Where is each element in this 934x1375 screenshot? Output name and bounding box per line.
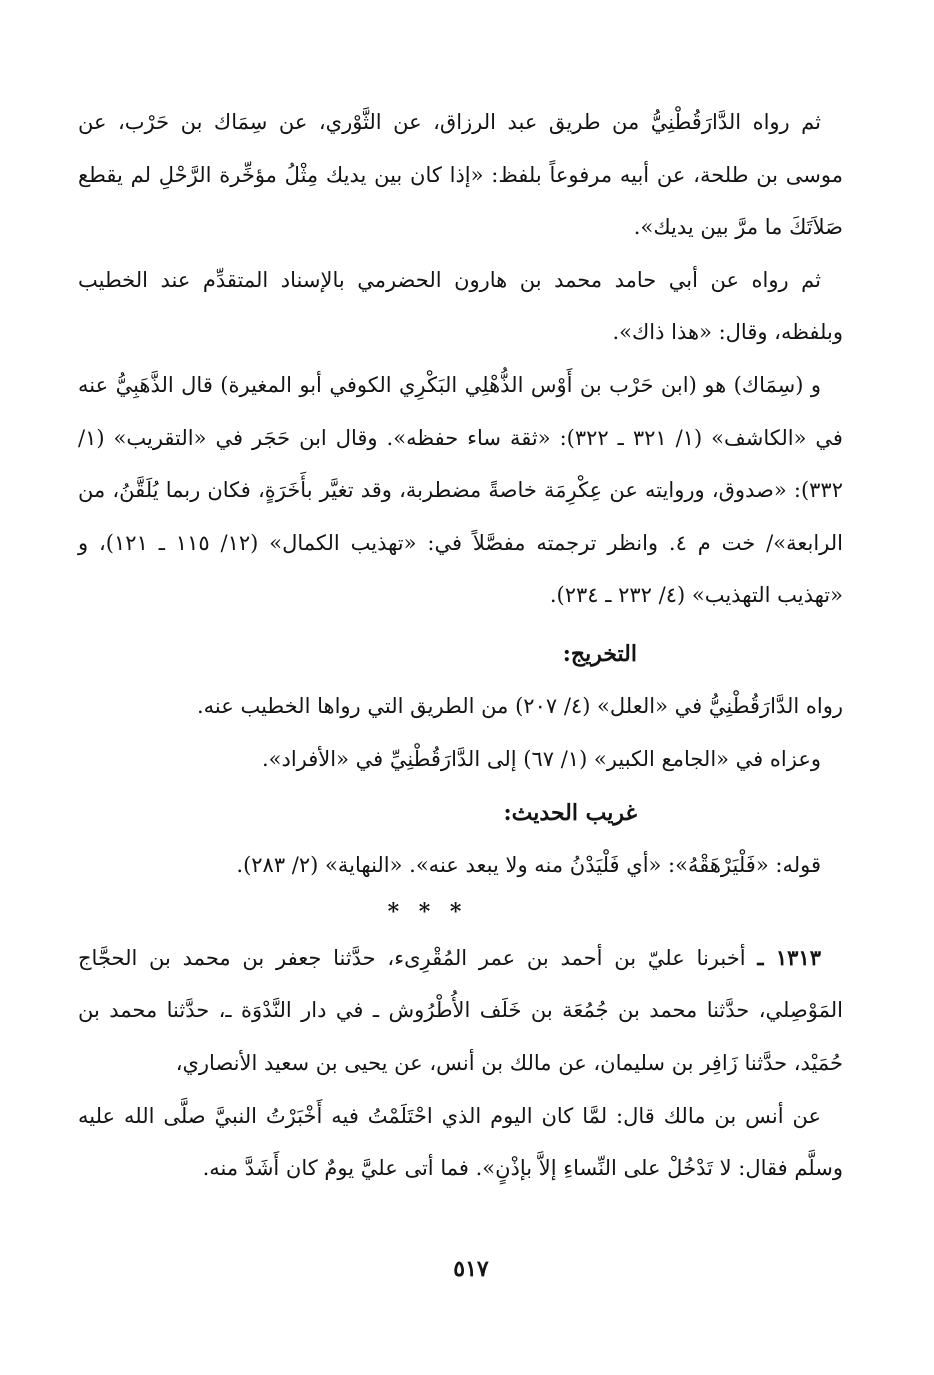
page-body <box>78 96 843 1195</box>
page-number: ٥١٧ <box>453 1256 489 1282</box>
hadith-number: ١٣١٣ ـ <box>757 944 821 970</box>
heading-takhrij: التخريج: <box>562 640 637 667</box>
paragraph-hadith-1313-isnad <box>78 932 843 1090</box>
paragraph-takhrij-jami: وعزاه في «الجامع الكبير» (١/ ٦٧) إلى الدَّارَقُطْنِيِّ في «الأفراد». <box>261 746 821 771</box>
paragraph-abu-hamid-narration: ثم رواه عن أبي حامد محمد بن هارون الحضرمي بالإسناد المتقدِّم عند الخطيب وبلفظه، وقال: «هذا ذاك». <box>78 267 843 345</box>
paragraph-takhrij-ilal: رواه الدَّارَقُطْنِيُّ في «العلل» (٤/ ٢٠٧) من الطريق التي رواها الخطيب عنه. <box>196 693 843 718</box>
paragraph-gharib-definition: قوله: «فَلْيَرْهَقْهُ»: «أي فَلْيَدْنُ منه ولا يبعد عنه». «النهاية» (٢/ ٢٨٣). <box>236 853 821 878</box>
hadith-isnad-text: أخبرنا عليّ بن أحمد بن عمر المُقْرِىء، حدَّثنا جعفر بن محمد بن الحجَّاج المَوْصِلي، حدَّثنا محمد بن جُمُعَة بن خَلَف الأُطْرُوش ـ في دار النَّدْوَة ـ، حدَّثنا محمد بن حُمَيْد، حدَّثنا زَافِر بن سليمان، عن مالك بن أنس، عن يحيى بن سعيد الأنصاري، <box>78 945 843 1075</box>
heading-gharib: غريب الحديث: <box>503 800 637 827</box>
paragraph-simak-biography: و (سِمَاك) هو (ابن حَرْب بن أَوْس الذُّهْلِي البَكْرِي الكوفي أبو المغيرة) قال الذَّهَبِيُّ عنه في «الكاشف» (١/ ٣٢١ ـ ٣٢٢): «ثقة ساء حفظه». وقال ابن حَجَر في «التقريب» (١/ ٣٣٢): «صدوق، وروايته عن عِكْرِمَة خاصةً مضطربة، وقد تغيَّر بأَخَرَةٍ، فكان ربما يُلَقَّنُ، من الرابعة»/ خت م ٤. وانظر ترجمته مفصَّلاً في: «تهذيب الكمال» (١٢/ ١١٥ ـ ١٢١)، و «تهذيب التهذيب» (٤/ ٢٣٢ ـ ٢٣٤). <box>78 372 843 608</box>
section-separator: * * * <box>387 898 468 925</box>
paragraph-hadith-1313-matn: عن أنس بن مالك قال: لمَّا كان اليوم الذي احْتَلَمْتُ فيه أَخْبَرْتُ النبيَّ صلَّى الله عليه وسلَّم فقال: لا تَدْخُلْ على النِّساءِ إلاَّ بإذْنٍ». فما أتى عليَّ يومٌ كان أَشَدَّ منه. <box>78 1103 843 1181</box>
paragraph-daraqutni-narration: ثم رواه الدَّارَقُطْنِيُّ من طريق عبد الرزاق، عن الثَّوْري، عن سِمَاك بن حَرْب، عن موسى بن طلحة، عن أبيه مرفوعاً بلفظ: «إذا كان بين يديك مِثْلُ مؤخِّرة الرَّحْلِ لم يقطع صَلاَتَكَ ما مرَّ بين يديك». <box>78 110 843 240</box>
